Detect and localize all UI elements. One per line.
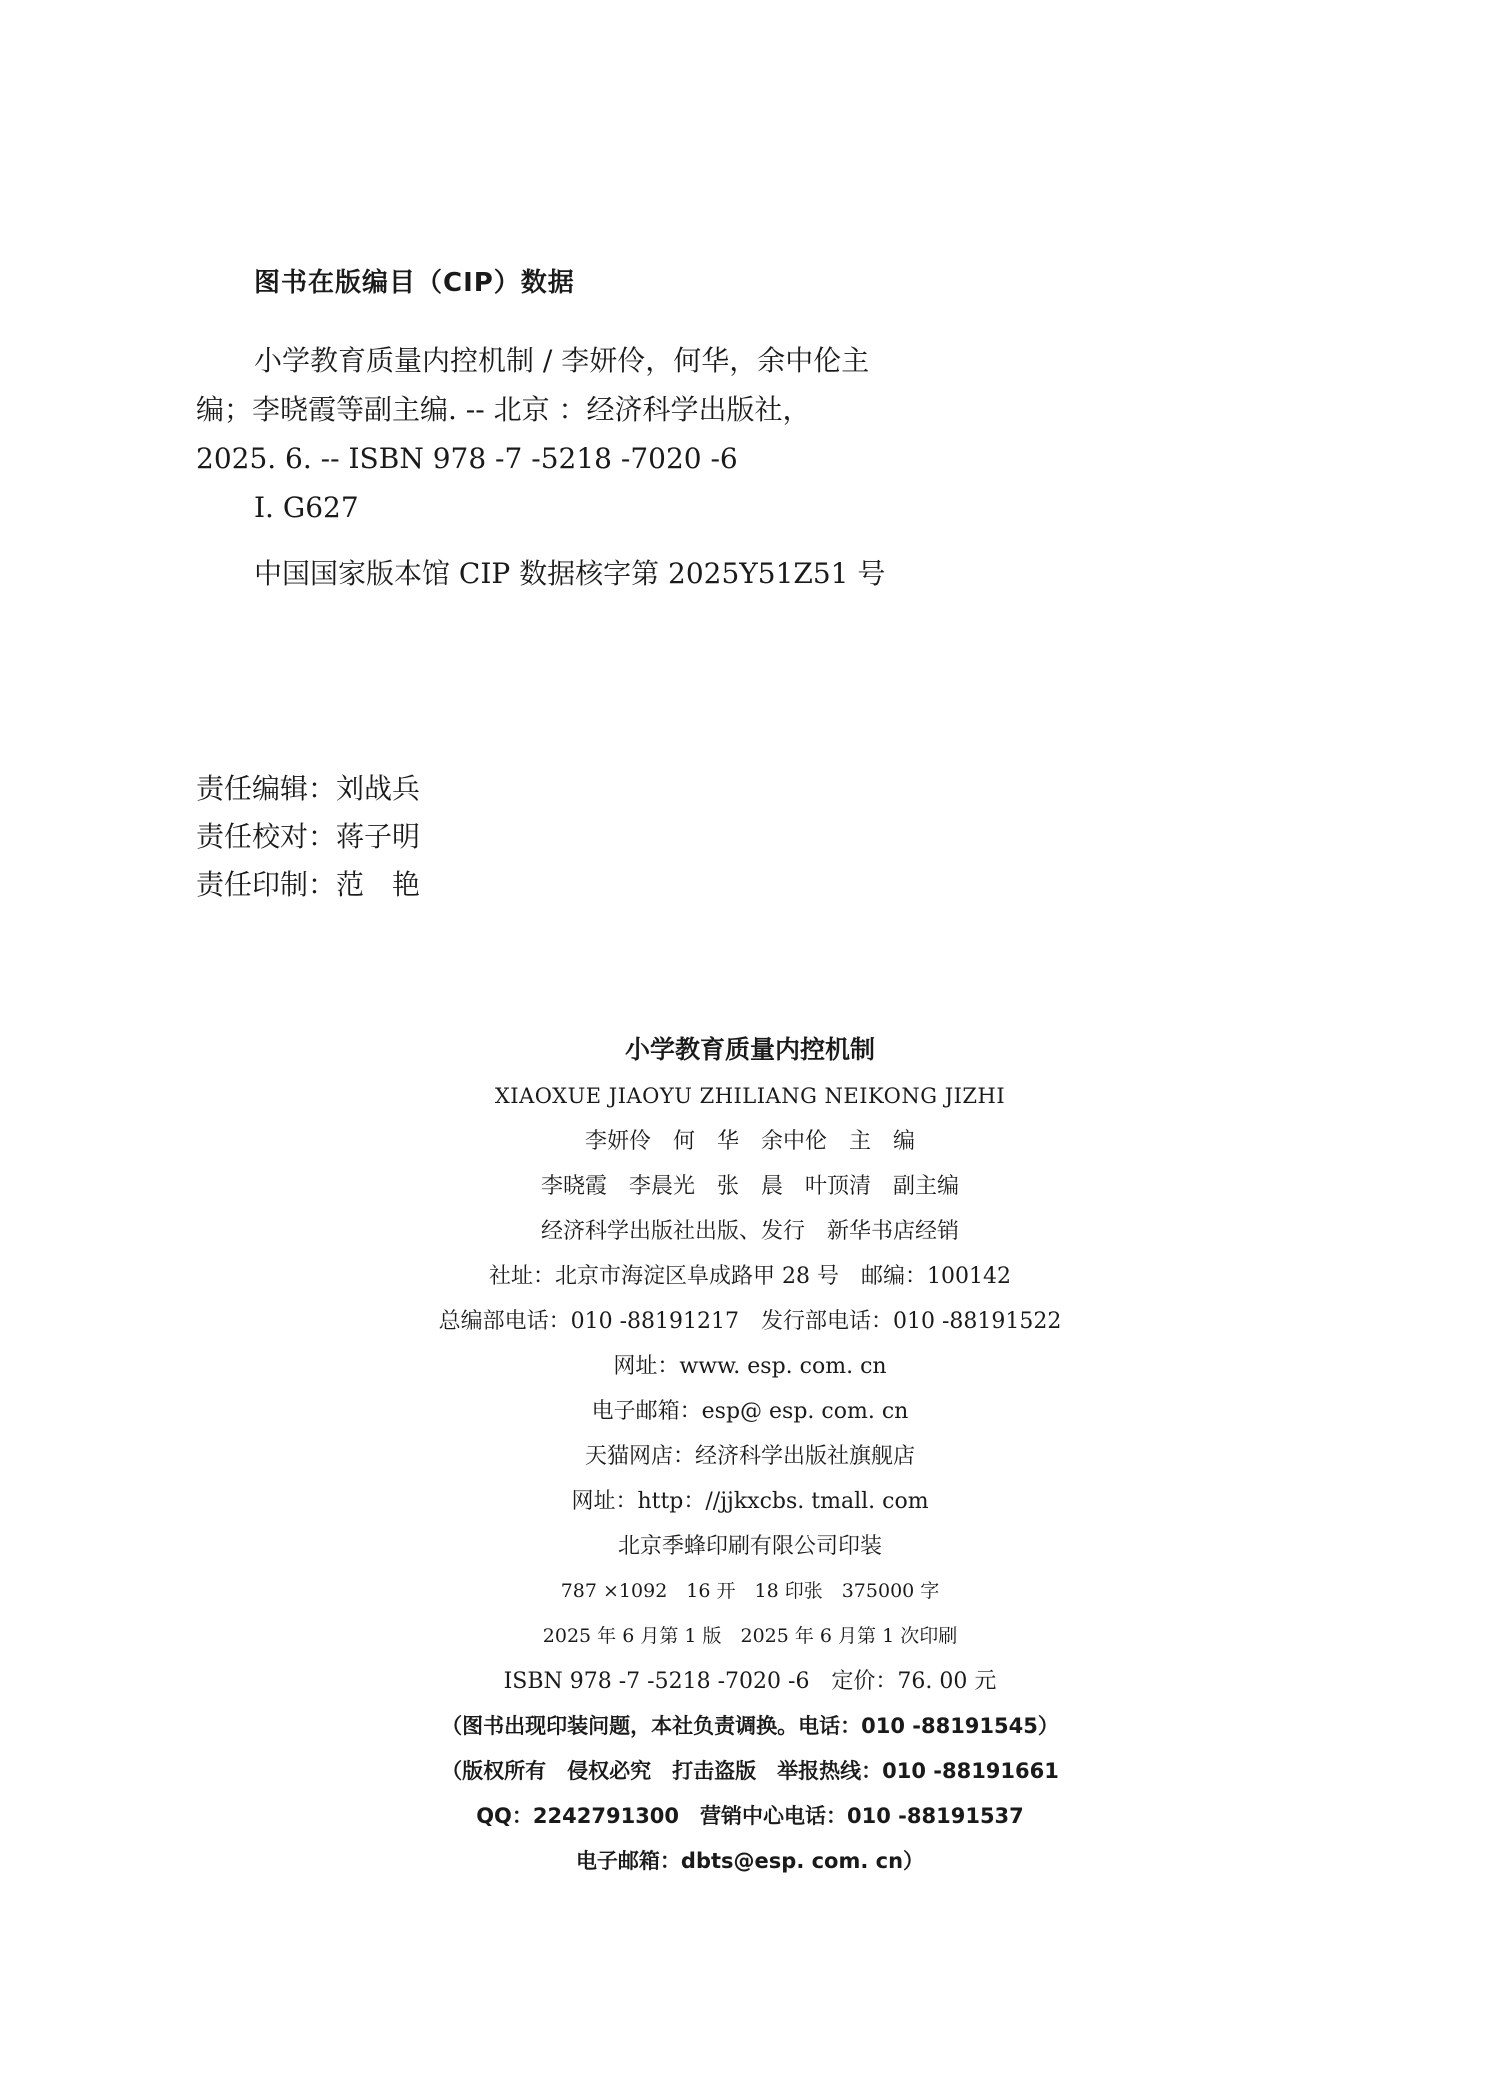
cip-record (196, 336, 916, 532)
book-specs: 787 ×1092 16 开 18 印张 375000 字 (560, 1580, 940, 1602)
responsible-staff (196, 765, 420, 909)
cip-line-4: Ⅰ. G627 (254, 491, 359, 524)
publisher-line: 经济科学出版社出版、发行 新华书店经销 (540, 1219, 959, 1244)
edition-info: 2025 年 6 月第 1 版 2025 年 6 月第 1 次印刷 (542, 1625, 958, 1647)
publisher-address: 社址：北京市海淀区阜成路甲 28 号 邮编：100142 (489, 1264, 1011, 1289)
responsible-printing: 责任印制：范 艳 (196, 868, 421, 901)
responsible-editor: 责任编辑：刘战兵 (196, 772, 421, 805)
cip-heading: 图书在版编目（CIP）数据 (254, 268, 575, 298)
publisher-website: 网址：www. esp. com. cn (613, 1354, 887, 1379)
notice-email: 电子邮箱：dbts@esp. com. cn） (575, 1849, 925, 1873)
tmall-url: 网址：http：//jjkxcbs. tmall. com (571, 1489, 929, 1514)
cip-verification-number: 中国国家版本馆 CIP 数据核字第 2025Y51Z51 号 (254, 557, 886, 590)
publisher-email: 电子邮箱：esp@ esp. com. cn (591, 1399, 909, 1424)
cip-line-2: 编；李晓霞等副主编. -- 北京 ：经济科学出版社， (196, 393, 811, 426)
isbn-price: ISBN 978 -7 -5218 -7020 -6 定价：76. 00 元 (503, 1669, 997, 1694)
notice-copyright: （版权所有 侵权必究 打击盗版 举报热线：010 -88191661 (441, 1759, 1059, 1783)
cip-line-1: 小学教育质量内控机制 / 李妍伶，何华，余中伦主 (254, 344, 870, 377)
publisher-phones: 总编部电话：010 -88191217 发行部电话：010 -88191522 (438, 1309, 1062, 1334)
notice-printing-issues: （图书出现印装问题，本社负责调换。电话：010 -88191545） (441, 1714, 1059, 1738)
cip-line-3: 2025. 6. -- ISBN 978 -7 -5218 -7020 -6 (196, 442, 738, 475)
imprint-block (250, 1026, 1250, 1884)
book-title-pinyin: XIAOXUE JIAOYU ZHILIANG NEIKONG JIZHI (494, 1084, 1006, 1108)
responsible-proofreader: 责任校对：蒋子明 (196, 820, 421, 853)
printer: 北京季蜂印刷有限公司印装 (617, 1534, 882, 1559)
notice-contact: QQ：2242791300 营销中心电话：010 -88191537 (476, 1804, 1024, 1828)
book-title: 小学教育质量内控机制 (624, 1035, 875, 1064)
deputy-editors: 李晓霞 李晨光 张 晨 叶顶清 副主编 (540, 1174, 959, 1199)
chief-editors: 李妍伶 何 华 余中伦 主 编 (584, 1129, 915, 1154)
tmall-store: 天猫网店：经济科学出版社旗舰店 (584, 1444, 915, 1469)
